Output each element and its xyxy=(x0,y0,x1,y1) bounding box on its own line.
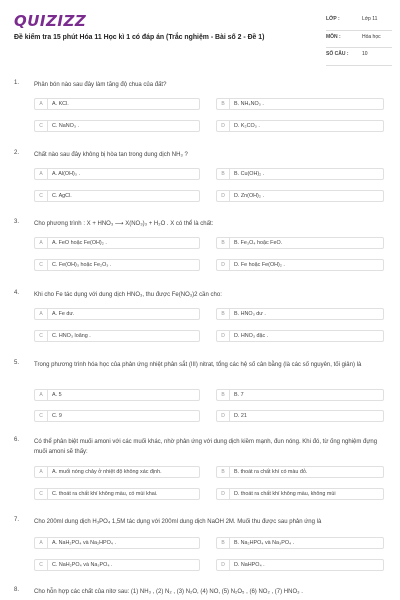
option-a[interactable] xyxy=(34,168,200,180)
option-a[interactable] xyxy=(34,466,200,478)
option-text: D. K₂CO₃ . xyxy=(234,123,260,129)
option-b[interactable] xyxy=(216,537,384,549)
option-letter: C xyxy=(35,121,48,131)
option-a[interactable] xyxy=(34,98,200,110)
question-text: Khi cho Fe tác dụng với dung dịch HNO₃, thu được Fe(NO₃)2 cần cho: xyxy=(34,292,222,298)
option-letter: B xyxy=(217,309,230,319)
option-b[interactable] xyxy=(216,237,384,249)
option-a[interactable] xyxy=(34,308,200,320)
option-c[interactable] xyxy=(34,190,200,202)
option-b[interactable] xyxy=(216,98,384,110)
option-text: B. Na₂HPO₄ và Na₃PO₄ . xyxy=(234,540,295,546)
question-text: Trong phương trình hóa học của phản ứng nhiệt phân sắt (III) nitrat, tổng các hệ số cân bằng (là các số nguyên, tối giản) là xyxy=(34,362,362,368)
question-number: 5. xyxy=(14,360,20,366)
option-a[interactable] xyxy=(34,389,200,401)
option-letter: D xyxy=(217,560,230,570)
option-text: B. Cu(OH)₂ . xyxy=(234,171,265,177)
option-letter: D xyxy=(217,260,230,270)
question-text: Cho hỗn hợp các chất của nitơ sau: (1) NH₃ , (2) N₂ , (3) N₂O, (4) NO, (5) N₂O₅ , (6) NO₂ , (7) HNO₃ . xyxy=(34,589,303,595)
question-number: 6. xyxy=(14,437,20,443)
option-text: B. thoát ra chất khí có màu đỏ. xyxy=(234,469,308,475)
meta-table xyxy=(326,14,392,67)
option-b[interactable] xyxy=(216,308,384,320)
option-letter: C xyxy=(35,191,48,201)
question-text: Có thể phân biệt muối amoni với các muối khác, nhờ phản ứng với dung dịch kiềm mạnh, đun nóng. Khi đó, từ ống nghiệm đựng muối amoni sẽ thấy: xyxy=(34,439,378,455)
option-letter: C xyxy=(35,411,48,421)
option-text: A. NaH₂PO₄ và Na₂HPO₄ . xyxy=(52,540,117,546)
option-text: C. NaNO₃ . xyxy=(52,123,80,129)
option-text: D. HNO₃ đặc . xyxy=(234,333,269,339)
meta-value: Hóa học xyxy=(362,33,381,40)
option-c[interactable] xyxy=(34,410,200,422)
option-letter: D xyxy=(217,411,230,421)
meta-row-subject xyxy=(326,32,392,49)
option-letter: C xyxy=(35,560,48,570)
option-c[interactable] xyxy=(34,259,200,271)
option-letter: B xyxy=(217,238,230,248)
option-letter: C xyxy=(35,260,48,270)
option-c[interactable] xyxy=(34,559,200,571)
question-number: 7. xyxy=(14,517,20,523)
meta-value: Lớp 11 xyxy=(362,16,378,22)
option-text: B. NH₄NO₃ . xyxy=(234,101,264,107)
option-letter: A xyxy=(35,467,48,477)
question-number: 2. xyxy=(14,150,20,156)
meta-label: LỚP : xyxy=(326,16,340,22)
option-text: C. Fe(OH)₃ hoặc Fe₂O₃ . xyxy=(52,262,112,268)
option-text: D. Zn(OH)₂ . xyxy=(234,193,264,199)
option-letter: B xyxy=(217,467,230,477)
option-text: C. NaH₂PO₄ và Na₃PO₄ . xyxy=(52,562,113,568)
option-d[interactable] xyxy=(216,410,384,422)
option-text: D. 21 xyxy=(234,413,247,419)
meta-label: MÔN : xyxy=(326,33,341,40)
option-letter: D xyxy=(217,331,230,341)
page-title: Đề kiểm tra 15 phút Hóa 11 Học kì 1 có đáp án (Trắc nghiệm - Bài số 2 - Đề 1) xyxy=(14,34,265,41)
question-number: 3. xyxy=(14,219,20,225)
option-a[interactable] xyxy=(34,237,200,249)
option-letter: A xyxy=(35,309,48,319)
option-b[interactable] xyxy=(216,466,384,478)
option-d[interactable] xyxy=(216,120,384,132)
option-letter: C xyxy=(35,489,48,499)
option-b[interactable] xyxy=(216,168,384,180)
meta-value: 10 xyxy=(362,51,368,57)
meta-label: SỐ CÂU : xyxy=(326,51,349,57)
option-text: B. HNO₃ dư . xyxy=(234,311,266,317)
option-c[interactable] xyxy=(34,488,200,500)
option-letter: A xyxy=(35,238,48,248)
option-c[interactable] xyxy=(34,120,200,132)
option-letter: A xyxy=(35,99,48,109)
option-letter: D xyxy=(217,121,230,131)
option-text: A. Al(OH)₃ . xyxy=(52,171,80,177)
option-text: A. KCl. xyxy=(52,101,69,107)
quizizz-logo: QUIZIZZ xyxy=(14,12,87,30)
option-a[interactable] xyxy=(34,537,200,549)
option-text: C. 9 xyxy=(52,413,62,419)
option-text: B. Fe₃O₄ hoặc FeO. xyxy=(234,240,283,246)
option-letter: A xyxy=(35,390,48,400)
question-text: Cho 200ml dung dịch H₃PO₄ 1,5M tác dụng với 200ml dung dịch NaOH 2M. Muối thu được sau phản ứng là xyxy=(34,519,322,525)
option-d[interactable] xyxy=(216,190,384,202)
option-text: A. 5 xyxy=(52,392,62,398)
option-d[interactable] xyxy=(216,559,384,571)
option-d[interactable] xyxy=(216,488,384,500)
option-text: C. AgCl. xyxy=(52,193,72,199)
question-number: 1. xyxy=(14,80,20,86)
option-letter: B xyxy=(217,169,230,179)
option-text: A. FeO hoặc Fe(OH)₂ . xyxy=(52,240,107,246)
option-text: D. Fe hoặc Fe(OH)₂ . xyxy=(234,262,285,268)
question-number: 8. xyxy=(14,587,20,593)
option-text: A. muối nóng chảy ở nhiệt độ không xác định. xyxy=(52,469,162,475)
option-letter: A xyxy=(35,538,48,548)
question-text: Chất nào sau đây không bị hòa tan trong dung dịch NH₃ ? xyxy=(34,152,188,158)
option-text: D. thoát ra chất khí không màu, không mùi xyxy=(234,491,336,497)
option-letter: A xyxy=(35,169,48,179)
option-letter: B xyxy=(217,538,230,548)
worksheet-header xyxy=(0,0,400,72)
option-b[interactable] xyxy=(216,389,384,401)
meta-row-class xyxy=(326,14,392,31)
option-text: C. HNO₃ loãng . xyxy=(52,333,91,339)
question-number: 4. xyxy=(14,290,20,296)
option-letter: B xyxy=(217,390,230,400)
option-letter: C xyxy=(35,331,48,341)
option-text: A. Fe dư. xyxy=(52,311,75,317)
option-c[interactable] xyxy=(34,330,200,342)
option-text: D. NaHPO₄ . xyxy=(234,562,265,568)
option-letter: D xyxy=(217,489,230,499)
option-text: C. thoát ra chất khí không màu, có mùi khai. xyxy=(52,491,158,497)
option-d[interactable] xyxy=(216,330,384,342)
option-text: B. 7 xyxy=(234,392,244,398)
option-letter: D xyxy=(217,191,230,201)
option-d[interactable] xyxy=(216,259,384,271)
option-letter: B xyxy=(217,99,230,109)
meta-row-count xyxy=(326,49,392,66)
question-text: Cho phương trình : X + HNO₃ ⟶ X(NO₃)₃ + H₂O . X có thể là chất: xyxy=(34,221,214,227)
question-text: Phân bón nào sau đây làm tăng độ chua của đất? xyxy=(34,82,167,88)
